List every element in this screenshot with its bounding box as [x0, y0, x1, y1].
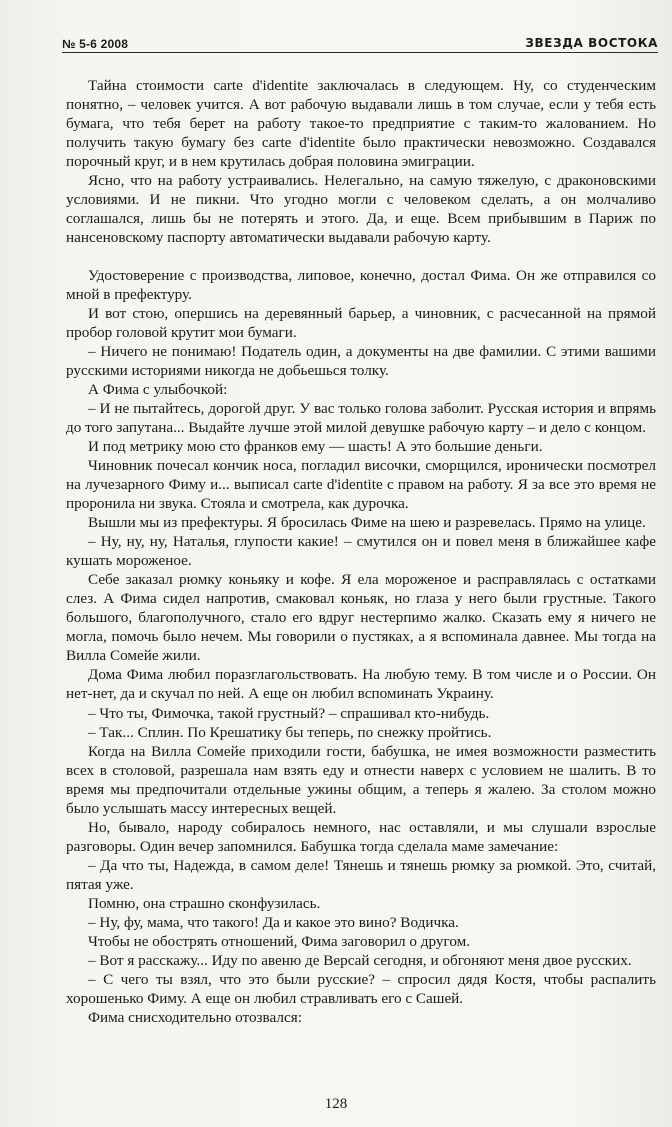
issue-number: № 5-6 2008 [62, 37, 129, 51]
running-header [62, 34, 658, 53]
paragraph: А Фима с улыбочкой: [88, 381, 228, 399]
paragraph: И вот стою, опершись на деревянный барьер, а чиновник, с расчесанной на прямой пробор головой крутит мои бумаги. [66, 305, 656, 342]
paragraph: Себе заказал рюмку коньяку и кофе. Я ела мороженое и расправлялась с остатками слез. А Фима сидел напротив, смаковал коньяк, но глаза у него были грустные. Такого большого, благополучного, стало его вдруг нестерпимо жалко. Сказать ему я ничего не могла, помочь было нечем. Мы говорили о пустяках, а я вспоминала давнее. Мы тогда на Вилла Сомейе жили. [66, 571, 656, 665]
paragraph: Удостоверение с производства, липовое, конечно, достал Фима. Он же отправился со мной в префектуру. [66, 267, 656, 304]
magazine-title: ЗВЕЗДА ВОСТОКА [525, 36, 658, 50]
paragraph: И под метрику мою сто франков ему — шасть! А это большие деньги. [88, 438, 543, 456]
paragraph: Тайна стоимости carte d'identite заключалась в следующем. Ну, со студенческим понятно, – человек учится. А вот рабочую выдавали лишь в том случае, если у тебя есть бумага, что тебя берет на работу такое-то предприятие с таким-то жалованием. Но получить такую бумагу без carte d'identite было практически невозможно. Создавался порочный круг, и в нем крутилась добрая половина эмиграции. [66, 77, 656, 171]
paragraph: – Да что ты, Надежда, в самом деле! Тянешь и тянешь рюмку за рюмкой. Это, считай, пятая уже. [66, 856, 656, 893]
paragraph: Чиновник почесал кончик носа, погладил височки, сморщился, иронически посмотрел на лучезарного Фиму и... выписал carte d'identite с правом на работу. Я за все это время не проронила ни звука. Стояла и смотрела, как дурочка. [66, 457, 656, 513]
paragraph: – Вот я расскажу... Иду по авеню де Версай сегодня, и обгоняют меня двое русских. [88, 951, 632, 969]
paragraph: Фима снисходительно отозвался: [88, 1008, 302, 1026]
paragraph: – И не пытайтесь, дорогой друг. У вас только голова заболит. Русская история и впрямь до того запутана... Выдайте лучше этой милой девушке рабочую карту – и дело с концом. [66, 400, 656, 437]
page-number: 128 [324, 1096, 348, 1112]
paragraph: Но, бывало, народу собиралось немного, нас оставляли, и мы слушали взрослые разговоры. Один вечер запомнился. Бабушка тогда сделала маме замечание: [66, 818, 656, 855]
paragraph: Когда на Вилла Сомейе приходили гости, бабушка, не имея возможности разместить всех в столовой, разрешала нам взять еду и отнести наверх с условием не шалить. В то время мы предпочитали отдельные ужины общим, а теперь я жалею. За столом можно было услышать массу интересных вещей. [66, 742, 656, 817]
paragraph: – Ну, фу, мама, что такого! Да и какое это вино? Водичка. [88, 913, 459, 931]
paragraph: Чтобы не обострять отношений, Фима заговорил о другом. [88, 932, 471, 950]
paragraph: Ясно, что на работу устраивались. Нелегально, на самую тяжелую, с драконовскими условиями. И не пикни. Что угодно могли с человеком сделать, а он молчаливо соглашался, лишь бы не потерять и этого. Да, и еще. Всем прибывшим в Париж по нансеновскому паспорту автоматически выдавали рабочую карту. [66, 172, 656, 247]
paragraph: – С чего ты взял, что это были русские? – спросил дядя Костя, чтобы распалить хорошенько Фиму. А еще он любил стравливать его с Сашей. [66, 970, 656, 1007]
paragraph: – Ну, ну, ну, Наталья, глупости какие! – смутился он и повел меня в ближайшее кафе кушать мороженое. [66, 533, 656, 570]
paragraph: – Ничего не понимаю! Податель один, а документы на две фамилии. С этими вашими русскими историями никогда не добьешься толку. [66, 343, 656, 380]
paragraph: Вышли мы из префектуры. Я бросилась Фиме на шею и разревелась. Прямо на улице. [88, 514, 646, 532]
paragraph: Помню, она страшно сконфузилась. [88, 894, 321, 912]
paragraph: Дома Фима любил поразглагольствовать. На любую тему. В том числе и о России. Он нет-нет, да и скучал по ней. А еще он любил вспоминать Украину. [66, 666, 656, 703]
paragraph: – Что ты, Фимочка, такой грустный? – спрашивал кто-нибудь. [88, 704, 490, 722]
article-body [66, 76, 656, 1027]
paragraph: – Так... Сплин. По Крешатику бы теперь, по снежку пройтись. [88, 723, 492, 741]
